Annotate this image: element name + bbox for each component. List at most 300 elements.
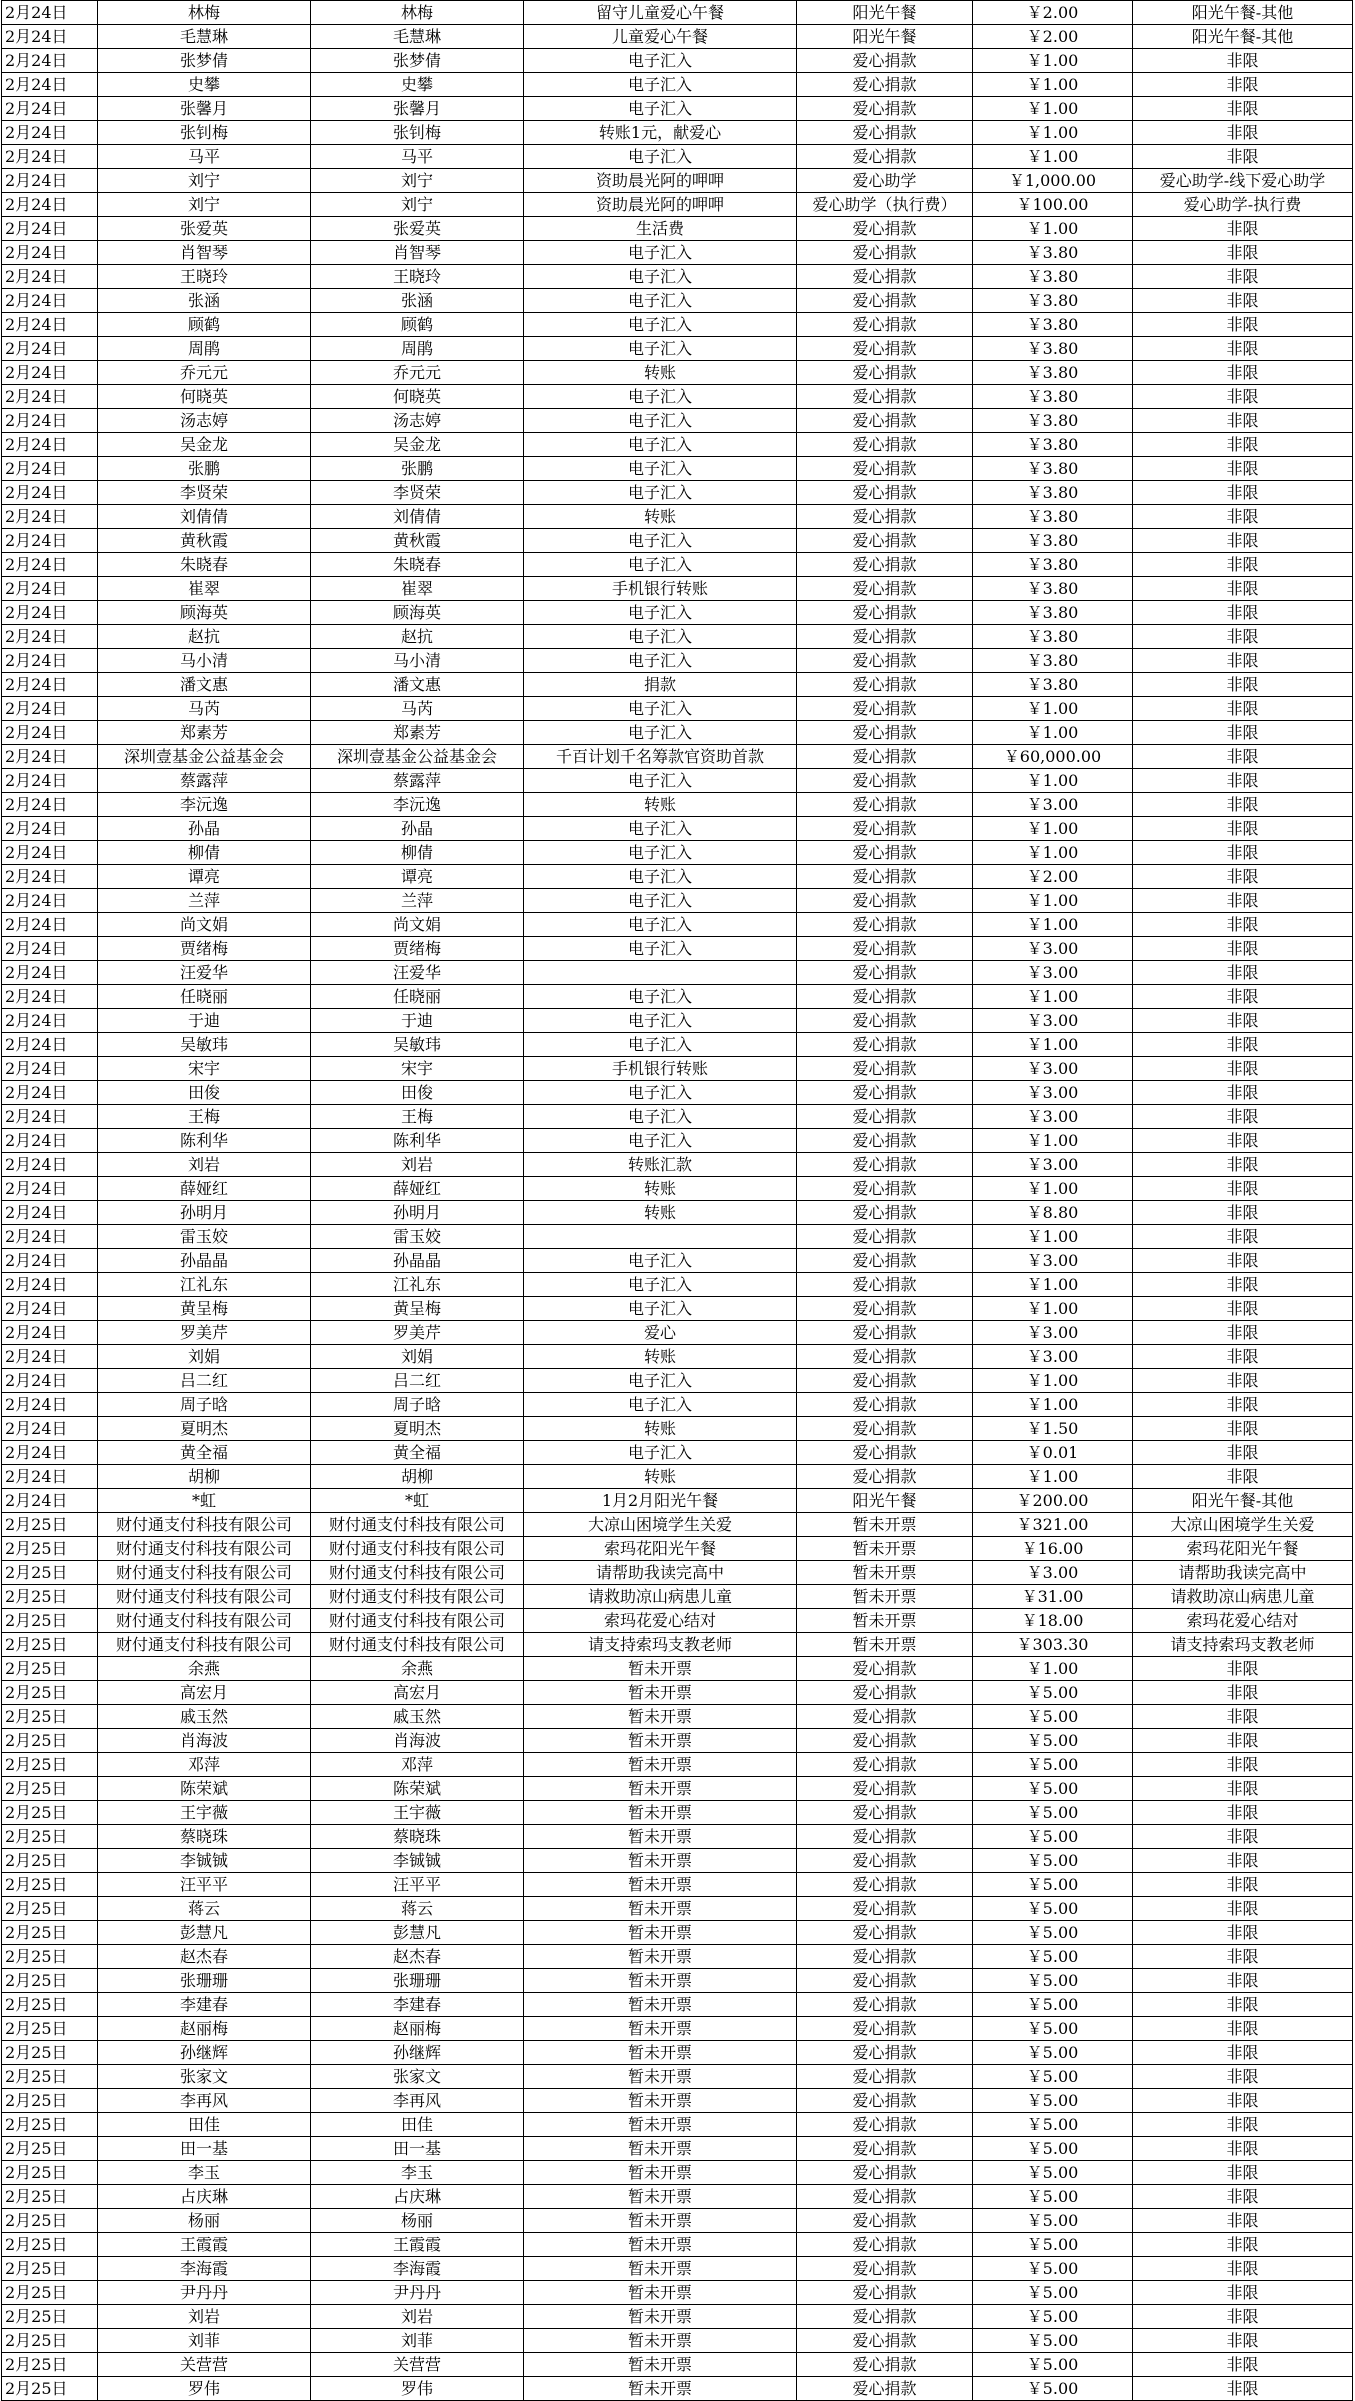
category-cell: 爱心捐款 — [797, 2089, 973, 2113]
remark-cell: 暂未开票 — [524, 2281, 797, 2305]
amount-cell: ￥5.00 — [973, 1921, 1133, 1945]
fund-type-cell: 非限 — [1133, 793, 1353, 817]
amount-cell: ￥5.00 — [973, 2065, 1133, 2089]
payer-name-cell: 赵抗 — [311, 625, 524, 649]
amount-cell: ￥1.00 — [973, 769, 1133, 793]
table-row — [2, 2233, 1353, 2257]
category-cell: 爱心捐款 — [797, 1297, 973, 1321]
remark-cell: 电子汇入 — [524, 721, 797, 745]
donor-name-cell: 财付通支付科技有限公司 — [98, 1561, 311, 1585]
table-row — [2, 937, 1353, 961]
date-cell: 2月24日 — [2, 673, 98, 697]
category-cell: 阳光午餐 — [797, 25, 973, 49]
amount-cell: ￥3.80 — [973, 337, 1133, 361]
payer-name-cell: 马芮 — [311, 697, 524, 721]
category-cell: 暂未开票 — [797, 1609, 973, 1633]
fund-type-cell: 大凉山困境学生关爱 — [1133, 1513, 1353, 1537]
date-cell: 2月25日 — [2, 2161, 98, 2185]
payer-name-cell: 李再风 — [311, 2089, 524, 2113]
category-cell: 爱心捐款 — [797, 1057, 973, 1081]
fund-type-cell: 非限 — [1133, 1849, 1353, 1873]
date-cell: 2月24日 — [2, 1345, 98, 1369]
amount-cell: ￥1.00 — [973, 1273, 1133, 1297]
fund-type-cell: 非限 — [1133, 2353, 1353, 2377]
amount-cell: ￥5.00 — [973, 2233, 1133, 2257]
table-row — [2, 1393, 1353, 1417]
fund-type-cell: 非限 — [1133, 1297, 1353, 1321]
category-cell: 爱心捐款 — [797, 313, 973, 337]
donor-name-cell: 李建春 — [98, 1993, 311, 2017]
table-row — [2, 2089, 1353, 2113]
donor-name-cell: 顾海英 — [98, 601, 311, 625]
category-cell: 爱心捐款 — [797, 1681, 973, 1705]
fund-type-cell: 非限 — [1133, 2065, 1353, 2089]
amount-cell: ￥5.00 — [973, 1945, 1133, 1969]
date-cell: 2月24日 — [2, 1129, 98, 1153]
table-row — [2, 649, 1353, 673]
category-cell: 爱心捐款 — [797, 2305, 973, 2329]
donor-name-cell: 汪平平 — [98, 1873, 311, 1897]
category-cell: 爱心捐款 — [797, 1105, 973, 1129]
payer-name-cell: 李建春 — [311, 1993, 524, 2017]
amount-cell: ￥3.80 — [973, 409, 1133, 433]
payer-name-cell: 陈荣斌 — [311, 1777, 524, 1801]
donor-name-cell: 孙明月 — [98, 1201, 311, 1225]
payer-name-cell: 田俊 — [311, 1081, 524, 1105]
amount-cell: ￥3.80 — [973, 361, 1133, 385]
remark-cell: 请救助凉山病患儿童 — [524, 1585, 797, 1609]
category-cell: 暂未开票 — [797, 1561, 973, 1585]
fund-type-cell: 非限 — [1133, 913, 1353, 937]
date-cell: 2月24日 — [2, 505, 98, 529]
donor-name-cell: 薛娅红 — [98, 1177, 311, 1201]
date-cell: 2月24日 — [2, 745, 98, 769]
fund-type-cell: 非限 — [1133, 1009, 1353, 1033]
date-cell: 2月24日 — [2, 145, 98, 169]
amount-cell: ￥1.00 — [973, 721, 1133, 745]
amount-cell: ￥1.00 — [973, 97, 1133, 121]
fund-type-cell: 非限 — [1133, 625, 1353, 649]
payer-name-cell: 汤志婷 — [311, 409, 524, 433]
category-cell: 爱心捐款 — [797, 1441, 973, 1465]
table-row — [2, 217, 1353, 241]
table-row — [2, 265, 1353, 289]
fund-type-cell: 非限 — [1133, 2209, 1353, 2233]
remark-cell: 爱心 — [524, 1321, 797, 1345]
category-cell: 爱心捐款 — [797, 577, 973, 601]
fund-type-cell: 非限 — [1133, 1177, 1353, 1201]
donor-name-cell: 张梦倩 — [98, 49, 311, 73]
fund-type-cell: 阳光午餐-其他 — [1133, 1489, 1353, 1513]
date-cell: 2月25日 — [2, 2113, 98, 2137]
date-cell: 2月25日 — [2, 2305, 98, 2329]
fund-type-cell: 非限 — [1133, 2041, 1353, 2065]
remark-cell: 千百计划千名筹款官资助首款 — [524, 745, 797, 769]
payer-name-cell: 吴金龙 — [311, 433, 524, 457]
date-cell: 2月24日 — [2, 697, 98, 721]
donor-name-cell: 柳倩 — [98, 841, 311, 865]
donation-ledger-table — [1, 0, 1353, 2401]
fund-type-cell: 非限 — [1133, 1657, 1353, 1681]
table-row — [2, 889, 1353, 913]
remark-cell: 暂未开票 — [524, 1945, 797, 1969]
table-row — [2, 793, 1353, 817]
fund-type-cell: 非限 — [1133, 1825, 1353, 1849]
table-row — [2, 1657, 1353, 1681]
payer-name-cell: 薛娅红 — [311, 1177, 524, 1201]
amount-cell: ￥5.00 — [973, 2089, 1133, 2113]
payer-name-cell: 马平 — [311, 145, 524, 169]
remark-cell: 请支持索玛支教老师 — [524, 1633, 797, 1657]
table-row — [2, 769, 1353, 793]
donor-name-cell: 顾鹤 — [98, 313, 311, 337]
date-cell: 2月25日 — [2, 1705, 98, 1729]
table-row — [2, 697, 1353, 721]
table-row — [2, 1945, 1353, 1969]
table-row — [2, 553, 1353, 577]
amount-cell: ￥3.80 — [973, 625, 1133, 649]
amount-cell: ￥3.00 — [973, 1561, 1133, 1585]
donor-name-cell: 肖智琴 — [98, 241, 311, 265]
amount-cell: ￥3.80 — [973, 433, 1133, 457]
remark-cell: 暂未开票 — [524, 1657, 797, 1681]
amount-cell: ￥5.00 — [973, 2209, 1133, 2233]
fund-type-cell: 非限 — [1133, 1225, 1353, 1249]
remark-cell: 转账 — [524, 1201, 797, 1225]
amount-cell: ￥5.00 — [973, 1897, 1133, 1921]
table-row — [2, 2353, 1353, 2377]
fund-type-cell: 非限 — [1133, 1033, 1353, 1057]
date-cell: 2月24日 — [2, 313, 98, 337]
amount-cell: ￥3.80 — [973, 673, 1133, 697]
table-row — [2, 1849, 1353, 1873]
table-row — [2, 1705, 1353, 1729]
remark-cell: 电子汇入 — [524, 241, 797, 265]
remark-cell: 手机银行转账 — [524, 577, 797, 601]
date-cell: 2月24日 — [2, 25, 98, 49]
category-cell: 爱心捐款 — [797, 1777, 973, 1801]
donor-name-cell: 汤志婷 — [98, 409, 311, 433]
table-row — [2, 193, 1353, 217]
payer-name-cell: 黄全福 — [311, 1441, 524, 1465]
amount-cell: ￥5.00 — [973, 1681, 1133, 1705]
fund-type-cell: 非限 — [1133, 865, 1353, 889]
remark-cell: 暂未开票 — [524, 2065, 797, 2089]
fund-type-cell: 非限 — [1133, 1993, 1353, 2017]
amount-cell: ￥1,000.00 — [973, 169, 1133, 193]
fund-type-cell: 非限 — [1133, 961, 1353, 985]
fund-type-cell: 请救助凉山病患儿童 — [1133, 1585, 1353, 1609]
table-row — [2, 1681, 1353, 1705]
payer-name-cell: 李海霞 — [311, 2257, 524, 2281]
table-row — [2, 361, 1353, 385]
amount-cell: ￥5.00 — [973, 2113, 1133, 2137]
category-cell: 爱心捐款 — [797, 1825, 973, 1849]
donor-name-cell: 刘娟 — [98, 1345, 311, 1369]
remark-cell: 暂未开票 — [524, 2185, 797, 2209]
payer-name-cell: 罗伟 — [311, 2377, 524, 2401]
payer-name-cell: 吴敏玮 — [311, 1033, 524, 1057]
date-cell: 2月25日 — [2, 1561, 98, 1585]
remark-cell: 电子汇入 — [524, 1009, 797, 1033]
amount-cell: ￥1.00 — [973, 1657, 1133, 1681]
payer-name-cell: 王梅 — [311, 1105, 524, 1129]
donor-name-cell: 田一基 — [98, 2137, 311, 2161]
date-cell: 2月25日 — [2, 1513, 98, 1537]
table-row — [2, 1345, 1353, 1369]
table-row — [2, 2209, 1353, 2233]
category-cell: 爱心捐款 — [797, 841, 973, 865]
amount-cell: ￥1.00 — [973, 1393, 1133, 1417]
fund-type-cell: 非限 — [1133, 1105, 1353, 1129]
payer-name-cell: 蔡露萍 — [311, 769, 524, 793]
payer-name-cell: 张珊珊 — [311, 1969, 524, 1993]
fund-type-cell: 非限 — [1133, 2257, 1353, 2281]
fund-type-cell: 非限 — [1133, 2017, 1353, 2041]
category-cell: 爱心捐款 — [797, 1729, 973, 1753]
donor-name-cell: 尚文娟 — [98, 913, 311, 937]
payer-name-cell: 王霞霞 — [311, 2233, 524, 2257]
donor-name-cell: 李再风 — [98, 2089, 311, 2113]
amount-cell: ￥1.00 — [973, 1465, 1133, 1489]
table-row — [2, 2305, 1353, 2329]
fund-type-cell: 非限 — [1133, 673, 1353, 697]
category-cell: 爱心捐款 — [797, 1873, 973, 1897]
table-row — [2, 1369, 1353, 1393]
payer-name-cell: 罗美芹 — [311, 1321, 524, 1345]
table-row — [2, 1993, 1353, 2017]
table-row — [2, 1249, 1353, 1273]
date-cell: 2月24日 — [2, 1273, 98, 1297]
amount-cell: ￥1.00 — [973, 217, 1133, 241]
date-cell: 2月24日 — [2, 1, 98, 25]
donor-name-cell: 财付通支付科技有限公司 — [98, 1585, 311, 1609]
date-cell: 2月25日 — [2, 2041, 98, 2065]
remark-cell: 生活费 — [524, 217, 797, 241]
remark-cell: 电子汇入 — [524, 97, 797, 121]
table-row — [2, 457, 1353, 481]
amount-cell: ￥0.01 — [973, 1441, 1133, 1465]
table-row — [2, 745, 1353, 769]
fund-type-cell: 非限 — [1133, 1465, 1353, 1489]
category-cell: 爱心捐款 — [797, 1369, 973, 1393]
fund-type-cell: 非限 — [1133, 1801, 1353, 1825]
donor-name-cell: 占庆琳 — [98, 2185, 311, 2209]
donor-name-cell: 兰萍 — [98, 889, 311, 913]
remark-cell: 暂未开票 — [524, 1777, 797, 1801]
category-cell: 爱心捐款 — [797, 2329, 973, 2353]
donor-name-cell: 彭慧凡 — [98, 1921, 311, 1945]
table-row — [2, 169, 1353, 193]
amount-cell: ￥2.00 — [973, 1, 1133, 25]
table-row — [2, 145, 1353, 169]
date-cell: 2月24日 — [2, 241, 98, 265]
payer-name-cell: 财付通支付科技有限公司 — [311, 1633, 524, 1657]
table-row — [2, 1033, 1353, 1057]
category-cell: 爱心捐款 — [797, 2113, 973, 2137]
date-cell: 2月24日 — [2, 289, 98, 313]
date-cell: 2月24日 — [2, 721, 98, 745]
category-cell: 暂未开票 — [797, 1633, 973, 1657]
payer-name-cell: 郑素芳 — [311, 721, 524, 745]
fund-type-cell: 非限 — [1133, 49, 1353, 73]
donor-name-cell: 财付通支付科技有限公司 — [98, 1609, 311, 1633]
remark-cell: 暂未开票 — [524, 2017, 797, 2041]
donor-name-cell: 郑素芳 — [98, 721, 311, 745]
fund-type-cell: 非限 — [1133, 2137, 1353, 2161]
category-cell: 爱心助学（执行费） — [797, 193, 973, 217]
donor-name-cell: 赵抗 — [98, 625, 311, 649]
donor-name-cell: 林梅 — [98, 1, 311, 25]
table-row — [2, 385, 1353, 409]
category-cell: 爱心捐款 — [797, 2281, 973, 2305]
category-cell: 爱心捐款 — [797, 1417, 973, 1441]
payer-name-cell: 顾海英 — [311, 601, 524, 625]
amount-cell: ￥31.00 — [973, 1585, 1133, 1609]
amount-cell: ￥5.00 — [973, 1849, 1133, 1873]
date-cell: 2月25日 — [2, 2233, 98, 2257]
fund-type-cell: 非限 — [1133, 265, 1353, 289]
payer-name-cell: 赵杰春 — [311, 1945, 524, 1969]
category-cell: 爱心捐款 — [797, 1033, 973, 1057]
remark-cell: 暂未开票 — [524, 2329, 797, 2353]
date-cell: 2月24日 — [2, 97, 98, 121]
fund-type-cell: 非限 — [1133, 1369, 1353, 1393]
payer-name-cell: 财付通支付科技有限公司 — [311, 1513, 524, 1537]
date-cell: 2月25日 — [2, 1897, 98, 1921]
donor-name-cell: 蒋云 — [98, 1897, 311, 1921]
remark-cell: 留守儿童爱心午餐 — [524, 1, 797, 25]
fund-type-cell: 非限 — [1133, 337, 1353, 361]
donor-name-cell: 马小清 — [98, 649, 311, 673]
date-cell: 2月25日 — [2, 1873, 98, 1897]
category-cell: 爱心捐款 — [797, 1225, 973, 1249]
remark-cell: 资助晨光阿的呷呷 — [524, 169, 797, 193]
table-row — [2, 2161, 1353, 2185]
donor-name-cell: 江礼东 — [98, 1273, 311, 1297]
payer-name-cell: 张馨月 — [311, 97, 524, 121]
fund-type-cell: 非限 — [1133, 1729, 1353, 1753]
amount-cell: ￥5.00 — [973, 1777, 1133, 1801]
amount-cell: ￥5.00 — [973, 1801, 1133, 1825]
remark-cell: 电子汇入 — [524, 625, 797, 649]
donor-name-cell: 周子晗 — [98, 1393, 311, 1417]
table-row — [2, 2257, 1353, 2281]
remark-cell: 手机银行转账 — [524, 1057, 797, 1081]
category-cell: 爱心捐款 — [797, 553, 973, 577]
amount-cell: ￥8.80 — [973, 1201, 1133, 1225]
fund-type-cell: 非限 — [1133, 313, 1353, 337]
remark-cell: 暂未开票 — [524, 2089, 797, 2113]
donor-name-cell: 王晓玲 — [98, 265, 311, 289]
amount-cell: ￥1.00 — [973, 1033, 1133, 1057]
donor-name-cell: 深圳壹基金公益基金会 — [98, 745, 311, 769]
fund-type-cell: 非限 — [1133, 1897, 1353, 1921]
date-cell: 2月25日 — [2, 1825, 98, 1849]
table-row — [2, 1441, 1353, 1465]
donor-name-cell: 李贤荣 — [98, 481, 311, 505]
table-row — [2, 2017, 1353, 2041]
payer-name-cell: 陈利华 — [311, 1129, 524, 1153]
payer-name-cell: 尚文娟 — [311, 913, 524, 937]
amount-cell: ￥1.00 — [973, 985, 1133, 1009]
remark-cell: 暂未开票 — [524, 1993, 797, 2017]
table-row — [2, 289, 1353, 313]
donor-name-cell: 吕二红 — [98, 1369, 311, 1393]
fund-type-cell: 非限 — [1133, 457, 1353, 481]
date-cell: 2月25日 — [2, 1681, 98, 1705]
remark-cell: 电子汇入 — [524, 385, 797, 409]
fund-type-cell: 索玛花爱心结对 — [1133, 1609, 1353, 1633]
donor-name-cell: 何晓英 — [98, 385, 311, 409]
amount-cell: ￥5.00 — [973, 1993, 1133, 2017]
remark-cell: 暂未开票 — [524, 1849, 797, 1873]
payer-name-cell: 戚玉然 — [311, 1705, 524, 1729]
category-cell: 爱心捐款 — [797, 1753, 973, 1777]
remark-cell: 转账 — [524, 505, 797, 529]
remark-cell: 暂未开票 — [524, 2377, 797, 2401]
fund-type-cell: 非限 — [1133, 409, 1353, 433]
amount-cell: ￥5.00 — [973, 2137, 1133, 2161]
payer-name-cell: 蒋云 — [311, 1897, 524, 1921]
payer-name-cell: 贾绪梅 — [311, 937, 524, 961]
table-row — [2, 1009, 1353, 1033]
amount-cell: ￥3.80 — [973, 505, 1133, 529]
date-cell: 2月24日 — [2, 409, 98, 433]
remark-cell: 电子汇入 — [524, 73, 797, 97]
remark-cell: 电子汇入 — [524, 1129, 797, 1153]
table-row — [2, 817, 1353, 841]
table-row — [2, 2137, 1353, 2161]
date-cell: 2月24日 — [2, 1441, 98, 1465]
category-cell: 爱心捐款 — [797, 2353, 973, 2377]
amount-cell: ￥5.00 — [973, 1873, 1133, 1897]
fund-type-cell: 非限 — [1133, 553, 1353, 577]
category-cell: 爱心捐款 — [797, 1705, 973, 1729]
payer-name-cell: 张梦倩 — [311, 49, 524, 73]
date-cell: 2月25日 — [2, 1993, 98, 2017]
category-cell: 爱心捐款 — [797, 265, 973, 289]
payer-name-cell: 谭亮 — [311, 865, 524, 889]
remark-cell: 电子汇入 — [524, 865, 797, 889]
remark-cell: 电子汇入 — [524, 145, 797, 169]
remark-cell: 电子汇入 — [524, 337, 797, 361]
amount-cell: ￥5.00 — [973, 1969, 1133, 1993]
table-row — [2, 1321, 1353, 1345]
table-row — [2, 625, 1353, 649]
donor-name-cell: 李沅逸 — [98, 793, 311, 817]
donor-name-cell: 王宇薇 — [98, 1801, 311, 1825]
amount-cell: ￥5.00 — [973, 2185, 1133, 2209]
category-cell: 爱心捐款 — [797, 2257, 973, 2281]
payer-name-cell: 张钊梅 — [311, 121, 524, 145]
remark-cell: 电子汇入 — [524, 937, 797, 961]
remark-cell: 暂未开票 — [524, 2137, 797, 2161]
category-cell: 爱心捐款 — [797, 1201, 973, 1225]
fund-type-cell: 非限 — [1133, 145, 1353, 169]
category-cell: 爱心捐款 — [797, 289, 973, 313]
date-cell: 2月24日 — [2, 1369, 98, 1393]
table-row — [2, 241, 1353, 265]
fund-type-cell: 非限 — [1133, 529, 1353, 553]
payer-name-cell: 财付通支付科技有限公司 — [311, 1585, 524, 1609]
table-row — [2, 313, 1353, 337]
fund-type-cell: 非限 — [1133, 721, 1353, 745]
table-row — [2, 577, 1353, 601]
amount-cell: ￥1.00 — [973, 145, 1133, 169]
amount-cell: ￥1.00 — [973, 1297, 1133, 1321]
category-cell: 爱心捐款 — [797, 793, 973, 817]
